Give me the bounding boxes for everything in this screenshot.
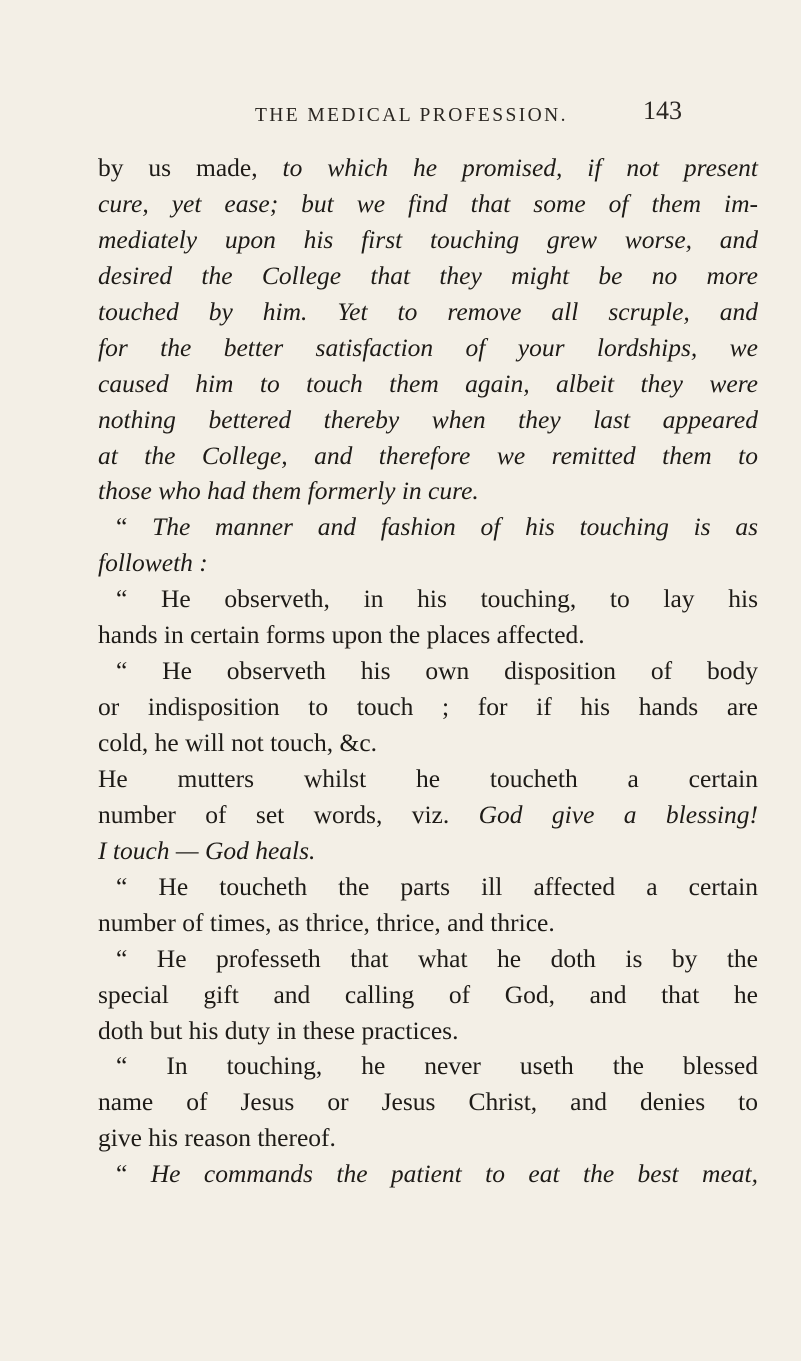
italic-text: caused him to touch them again, albeit they were bbox=[98, 368, 758, 398]
roman-text: “ bbox=[116, 512, 153, 542]
text-line bbox=[98, 725, 758, 761]
italic-text: cure, yet ease; but we find that some of them im- bbox=[98, 188, 758, 218]
italic-text: those who had them formerly in cure. bbox=[98, 476, 479, 506]
text-line bbox=[98, 509, 758, 545]
text-line bbox=[98, 258, 758, 294]
text-line bbox=[98, 330, 758, 366]
roman-text: number of times, as thrice, thrice, and thrice. bbox=[98, 907, 555, 937]
text-line bbox=[98, 186, 758, 222]
text-line bbox=[98, 222, 758, 258]
text-line bbox=[98, 797, 758, 833]
italic-text: at the College, and therefore we remitted them to bbox=[98, 440, 758, 470]
italic-text: mediately upon his first touching grew worse, and bbox=[98, 224, 758, 254]
roman-text: number of set words, viz. bbox=[98, 799, 479, 829]
text-line bbox=[98, 150, 758, 186]
text-line bbox=[98, 366, 758, 402]
italic-text: touched by him. Yet to remove all scruple, and bbox=[98, 296, 758, 326]
italic-text: followeth : bbox=[98, 548, 208, 578]
roman-text: special gift and calling of God, and that he bbox=[98, 979, 758, 1009]
text-line bbox=[98, 1048, 758, 1084]
text-line bbox=[98, 438, 758, 474]
text-line bbox=[98, 869, 758, 905]
roman-text: “ He toucheth the parts ill affected a certain bbox=[116, 871, 758, 901]
roman-text: “ He professeth that what he doth is by the bbox=[116, 943, 758, 973]
roman-text: He mutters whilst he toucheth a certain bbox=[98, 763, 758, 793]
text-line bbox=[98, 1013, 758, 1049]
roman-text: by us made, bbox=[98, 153, 283, 182]
italic-text: nothing bettered thereby when they last appeared bbox=[98, 404, 758, 434]
running-title: THE MEDICAL PROFESSION. bbox=[255, 105, 568, 126]
text-line bbox=[98, 473, 758, 509]
text-line bbox=[98, 761, 758, 797]
roman-text: “ bbox=[116, 1159, 151, 1189]
text-line bbox=[98, 941, 758, 977]
italic-text: The manner and fashion of his touching is as bbox=[152, 512, 758, 542]
italic-text: God give a blessing! bbox=[478, 799, 758, 829]
text-line bbox=[98, 294, 758, 330]
page-number: 143 bbox=[643, 96, 682, 125]
roman-text: hands in certain forms upon the places affected. bbox=[98, 620, 585, 650]
roman-text: “ He observeth his own disposition of body bbox=[116, 656, 758, 686]
text-line bbox=[98, 905, 758, 941]
text-line bbox=[98, 1120, 758, 1156]
text-line bbox=[98, 653, 758, 689]
text-line bbox=[98, 833, 758, 869]
roman-text: doth but his duty in these practices. bbox=[98, 1015, 459, 1045]
text-line bbox=[98, 402, 758, 438]
italic-text: for the better satisfaction of your lordships, we bbox=[98, 332, 758, 362]
text-line bbox=[98, 977, 758, 1013]
roman-text: “ He observeth, in his touching, to lay his bbox=[116, 584, 758, 614]
italic-text: to which he promised, if not present bbox=[282, 153, 758, 182]
italic-text: desired the College that they might be no more bbox=[98, 260, 758, 290]
body-text bbox=[98, 150, 758, 1192]
italic-text: He commands the patient to eat the best meat, bbox=[150, 1159, 758, 1189]
text-line bbox=[98, 1156, 758, 1192]
text-line bbox=[98, 545, 758, 581]
text-line bbox=[98, 617, 758, 653]
roman-text: give his reason thereof. bbox=[98, 1123, 336, 1153]
text-line bbox=[98, 689, 758, 725]
roman-text: name of Jesus or Jesus Christ, and denies to bbox=[98, 1087, 758, 1117]
roman-text: cold, he will not touch, &c. bbox=[98, 728, 378, 757]
text-line bbox=[98, 581, 758, 617]
roman-text: “ In touching, he never useth the blessed bbox=[116, 1051, 758, 1081]
italic-text: I touch — God heals. bbox=[98, 835, 316, 865]
roman-text: or indisposition to touch ; for if his hands are bbox=[98, 692, 758, 722]
text-line bbox=[98, 1084, 758, 1120]
